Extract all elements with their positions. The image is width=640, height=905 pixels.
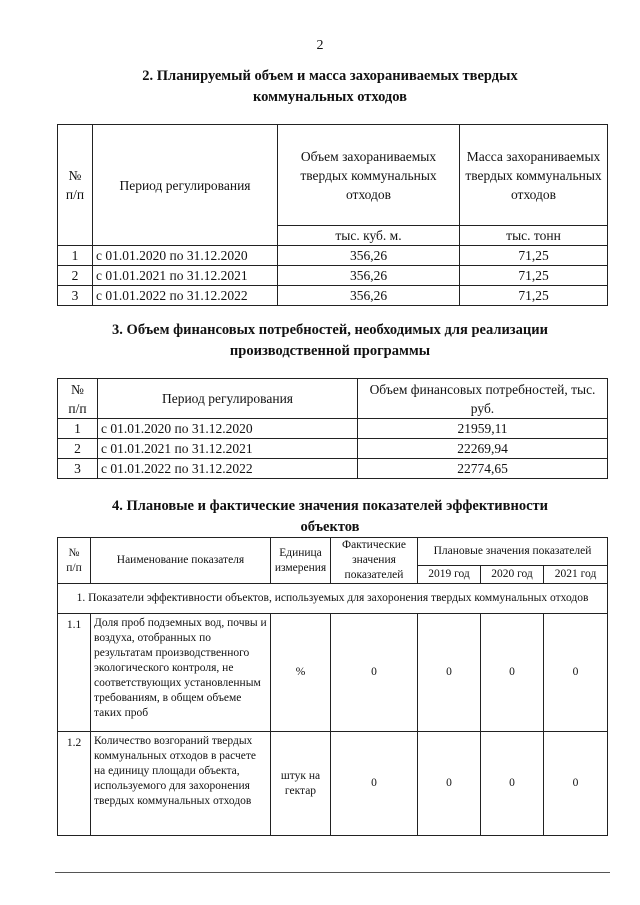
- row-num: 1.2: [58, 732, 91, 836]
- section3-heading-line1: 3. Объем финансовых потребностей, необходимых для реализации: [112, 322, 548, 338]
- row-num: 1: [58, 419, 98, 439]
- row-num: 2: [58, 266, 93, 286]
- year-2019-header: 2019 год: [418, 566, 481, 584]
- row-year-2019: 0: [418, 732, 481, 836]
- row-mass: 71,25: [460, 266, 608, 286]
- section3-heading: [40, 320, 620, 362]
- finance-header: Объем финансовых потребностей, тыс. руб.: [358, 379, 608, 419]
- row-year-2019: 0: [418, 614, 481, 732]
- year-2020-header: 2020 год: [481, 566, 544, 584]
- table-row: [58, 266, 608, 286]
- row-volume: 356,26: [278, 266, 460, 286]
- table-row: [58, 732, 608, 836]
- group-title: 1. Показатели эффективности объектов, используемых для захоронения твердых коммунальных отходов: [58, 584, 608, 614]
- row-amount: 22269,94: [358, 439, 608, 459]
- row-actual: 0: [331, 732, 418, 836]
- planned-header: Плановые значения показателей: [418, 538, 608, 566]
- mass-unit: тыс. тонн: [460, 226, 608, 246]
- page-number: 2: [316, 38, 324, 53]
- row-indicator-name: Доля проб подземных вод, почвы и воздуха, отобранных по результатам производственного экологического контроля, не соответствующих установленным требованиям, в общем объеме таких проб: [91, 614, 271, 732]
- row-num: 3: [58, 286, 93, 306]
- section2-heading-line2: коммунальных отходов: [253, 89, 407, 105]
- row-period: с 01.01.2022 по 31.12.2022: [93, 286, 278, 306]
- row-actual: 0: [331, 614, 418, 732]
- table-row: [58, 246, 608, 266]
- row-volume: 356,26: [278, 246, 460, 266]
- num-header: № п/п: [58, 125, 93, 246]
- section4-heading: [40, 496, 620, 538]
- row-num: 1.1: [58, 614, 91, 732]
- row-mass: 71,25: [460, 246, 608, 266]
- efficiency-table: [57, 537, 608, 836]
- page-bottom-rule: [55, 872, 610, 873]
- row-indicator-name: Количество возгораний твердых коммунальных отходов в расчете на единицу площади объекта, используемого для захоронения твердых коммунальных отходов: [91, 732, 271, 836]
- section4-heading-line1: 4. Плановые и фактические значения показателей эффективности: [111, 498, 548, 514]
- row-year-2021: 0: [544, 614, 608, 732]
- section3-heading-line2: производственной программы: [229, 343, 431, 359]
- period-header: Период регулирования: [93, 125, 278, 246]
- finance-table: [57, 378, 608, 479]
- row-year-2020: 0: [481, 732, 544, 836]
- row-period: с 01.01.2020 по 31.12.2020: [93, 246, 278, 266]
- table-row: [58, 459, 608, 479]
- row-amount: 21959,11: [358, 419, 608, 439]
- row-period: с 01.01.2022 по 31.12.2022: [98, 459, 358, 479]
- row-num: 3: [58, 459, 98, 479]
- row-unit: %: [271, 614, 331, 732]
- volume-header: Объем захораниваемых твердых коммунальных отходов: [278, 125, 460, 226]
- row-period: с 01.01.2021 по 31.12.2021: [93, 266, 278, 286]
- disposal-volume-table: [57, 124, 608, 306]
- unit-header: Единица измерения: [271, 538, 331, 584]
- row-num: 1: [58, 246, 93, 266]
- row-volume: 356,26: [278, 286, 460, 306]
- mass-header: Масса захораниваемых твердых коммунальных отходов: [460, 125, 608, 226]
- num-header: № п/п: [58, 379, 98, 419]
- row-period: с 01.01.2021 по 31.12.2021: [98, 439, 358, 459]
- row-year-2020: 0: [481, 614, 544, 732]
- row-mass: 71,25: [460, 286, 608, 306]
- table-row: [58, 614, 608, 732]
- period-header: Период регулирования: [98, 379, 358, 419]
- row-num: 2: [58, 439, 98, 459]
- section2-heading-line1: 2. Планируемый объем и масса захораниваемых твердых: [142, 68, 518, 84]
- section4-heading-line2: объектов: [300, 519, 360, 535]
- row-amount: 22774,65: [358, 459, 608, 479]
- row-unit: штук на гектар: [271, 732, 331, 836]
- table-row: [58, 286, 608, 306]
- row-year-2021: 0: [544, 732, 608, 836]
- actual-header: Фактические значения показателей: [331, 538, 418, 584]
- volume-unit: тыс. куб. м.: [278, 226, 460, 246]
- year-2021-header: 2021 год: [544, 566, 608, 584]
- section2-heading: [40, 66, 620, 108]
- table-row: [58, 439, 608, 459]
- row-period: с 01.01.2020 по 31.12.2020: [98, 419, 358, 439]
- num-header: № п/п: [58, 538, 91, 584]
- table-row: [58, 419, 608, 439]
- indicator-header: Наименование показателя: [91, 538, 271, 584]
